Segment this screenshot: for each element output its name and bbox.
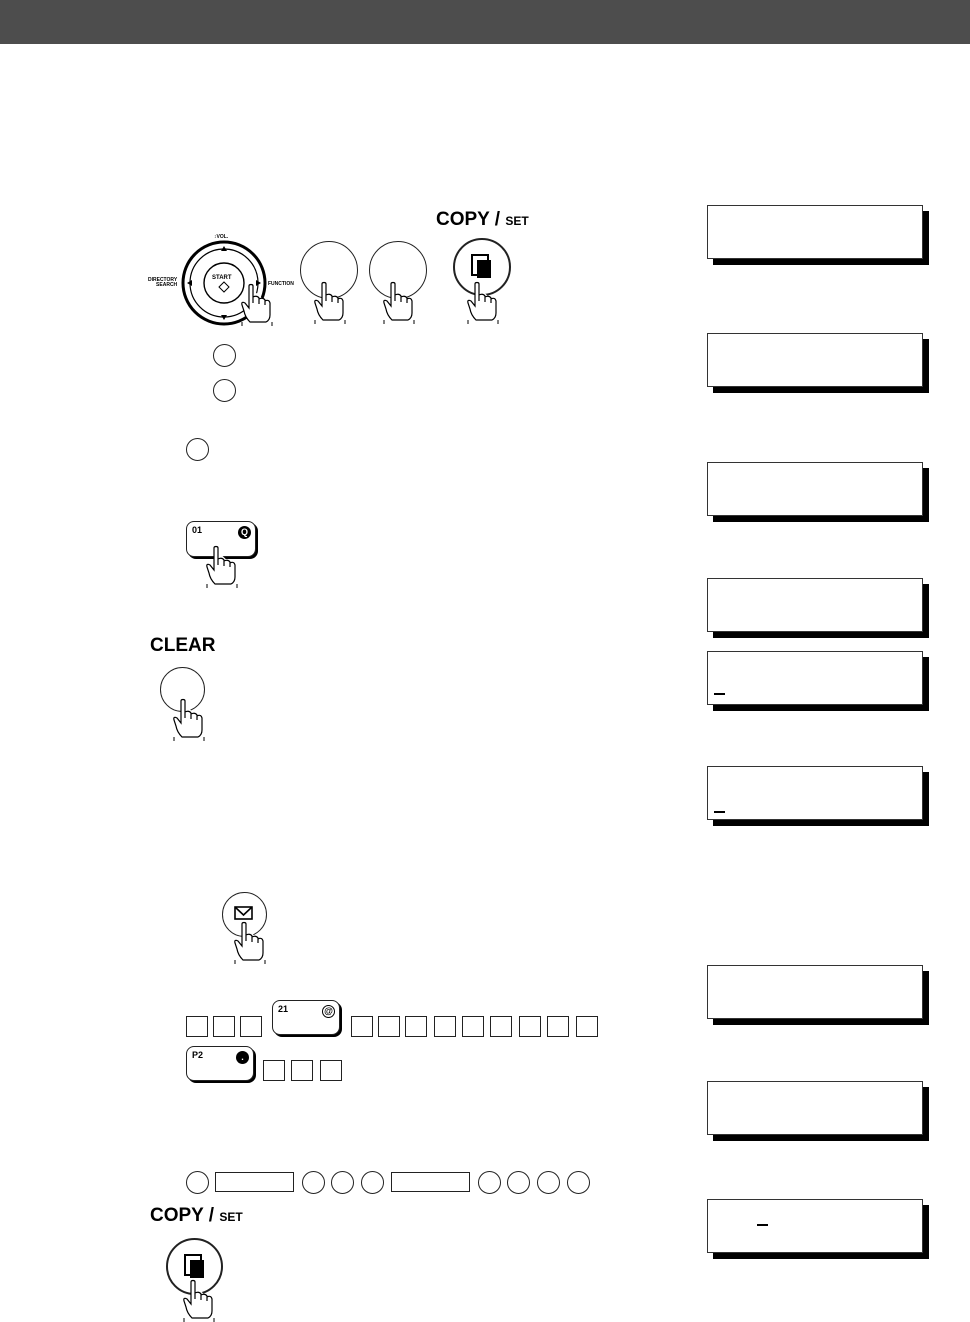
key-circle[interactable]	[186, 1171, 209, 1194]
pointing-hand-icon	[466, 282, 500, 324]
one-touch-key-p2[interactable]	[186, 1046, 254, 1081]
directory-search-label: DIRECTORY SEARCH	[148, 277, 178, 288]
pointing-hand-icon	[313, 282, 347, 324]
character-key[interactable]	[291, 1060, 313, 1081]
one-touch-key-21[interactable]	[272, 1000, 340, 1035]
key-circle[interactable]	[361, 1171, 384, 1194]
one-touch-key-label: P2	[192, 1050, 204, 1060]
character-key[interactable]	[186, 1016, 208, 1037]
one-touch-key-symbol: .	[236, 1051, 249, 1064]
pointing-hand-icon	[233, 922, 267, 964]
lcd-cursor	[757, 1224, 768, 1226]
lcd-display	[707, 1199, 923, 1253]
character-key[interactable]	[490, 1016, 512, 1037]
lcd-display	[707, 578, 923, 632]
character-key[interactable]	[434, 1016, 456, 1037]
lcd-display	[707, 965, 923, 1019]
pointing-hand-icon	[240, 284, 274, 326]
pointing-hand-icon	[382, 282, 416, 324]
character-key[interactable]	[462, 1016, 484, 1037]
wide-key[interactable]	[215, 1172, 294, 1192]
key-circle[interactable]	[213, 344, 236, 367]
key-circle[interactable]	[567, 1171, 590, 1194]
character-key[interactable]	[378, 1016, 400, 1037]
clear-label: CLEAR	[150, 635, 216, 656]
copy-set-label-bottom: COPY / SET	[150, 1205, 243, 1226]
pointing-hand-icon	[172, 699, 206, 741]
function-key-label: FUNCTION	[268, 281, 294, 287]
character-key[interactable]	[263, 1060, 285, 1081]
character-key[interactable]	[547, 1016, 569, 1037]
key-circle[interactable]	[331, 1171, 354, 1194]
character-key[interactable]	[351, 1016, 373, 1037]
character-key[interactable]	[405, 1016, 427, 1037]
copy-set-label-top: COPY / SET	[436, 209, 529, 230]
character-key[interactable]	[213, 1016, 235, 1037]
one-touch-key-symbol: @	[322, 1005, 335, 1018]
lcd-cursor	[714, 693, 725, 695]
header-bar	[0, 0, 970, 44]
pointing-hand-icon	[182, 1280, 216, 1322]
character-key[interactable]	[576, 1016, 598, 1037]
lcd-display	[707, 462, 923, 516]
character-key[interactable]	[240, 1016, 262, 1037]
one-touch-key-symbol: Q	[238, 526, 251, 539]
pointing-hand-icon	[205, 546, 239, 588]
start-key-label: START	[212, 275, 232, 281]
key-circle[interactable]	[507, 1171, 530, 1194]
lcd-cursor	[714, 811, 725, 813]
key-circle[interactable]	[186, 438, 209, 461]
wide-key[interactable]	[391, 1172, 470, 1192]
lcd-display	[707, 651, 923, 705]
key-circle[interactable]	[537, 1171, 560, 1194]
key-circle[interactable]	[302, 1171, 325, 1194]
lcd-display	[707, 1081, 923, 1135]
character-key[interactable]	[320, 1060, 342, 1081]
lcd-display	[707, 333, 923, 387]
lcd-display	[707, 766, 923, 820]
character-key[interactable]	[519, 1016, 541, 1037]
lcd-display	[707, 205, 923, 259]
one-touch-key-label: 21	[278, 1004, 289, 1014]
key-circle[interactable]	[478, 1171, 501, 1194]
vol-key-label: ↕VOL.	[214, 234, 229, 240]
key-circle[interactable]	[213, 379, 236, 402]
one-touch-key-label: 01	[192, 525, 203, 535]
